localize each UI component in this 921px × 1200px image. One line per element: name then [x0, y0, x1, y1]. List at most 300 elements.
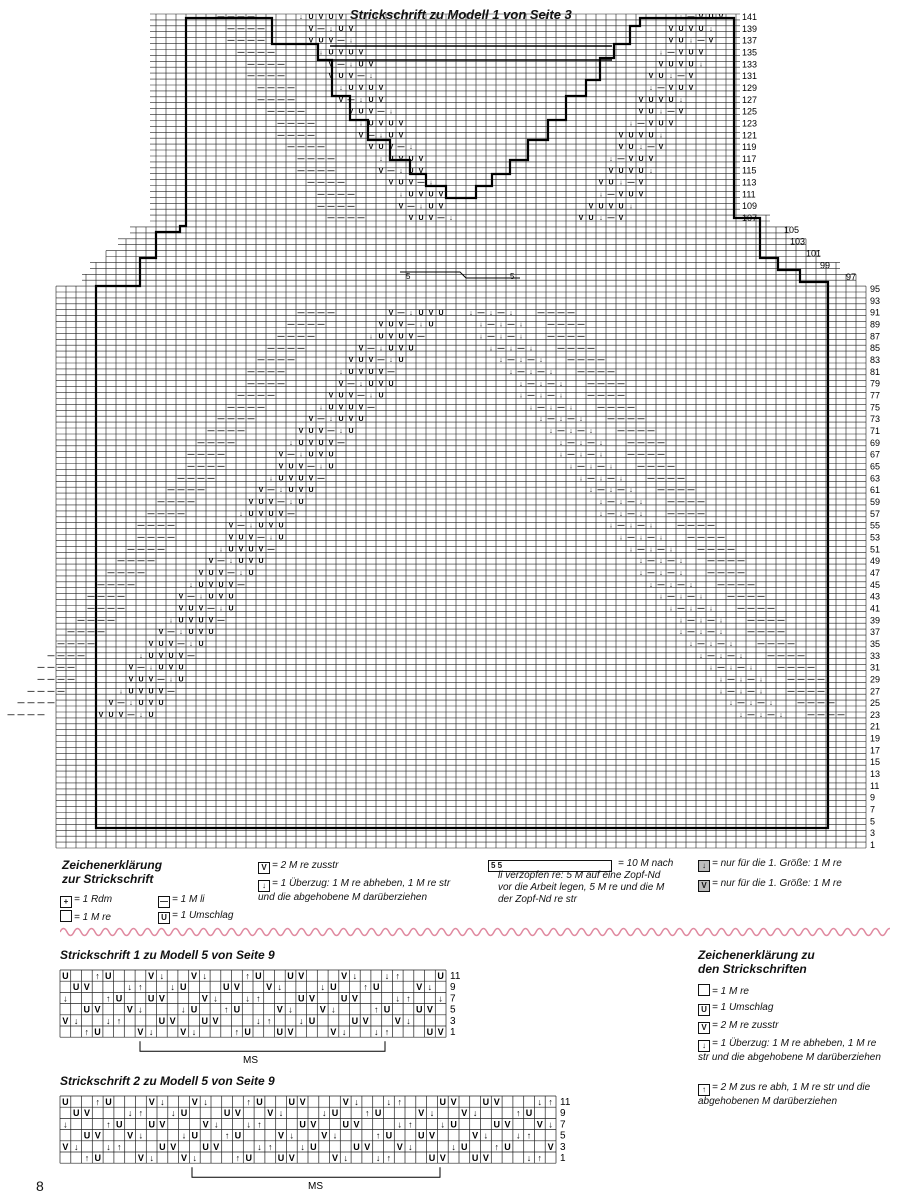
stitch-symbol: ↑ — [257, 1119, 262, 1130]
stitch-symbol: — — [267, 487, 275, 495]
stitch-symbol: ↓ — [639, 558, 643, 566]
stitch-symbol: U — [338, 25, 344, 33]
row-number-label: 37 — [870, 627, 881, 638]
stitch-symbol: — — [697, 510, 705, 518]
row-number-label: 49 — [870, 556, 881, 567]
row-number-label: 123 — [742, 118, 758, 129]
stitch-symbol: U — [348, 404, 354, 412]
stitch-symbol: — — [287, 132, 295, 140]
stitch-symbol: — — [757, 593, 765, 601]
stitch-symbol: U — [668, 96, 674, 104]
stitch-symbol: ↓ — [138, 1130, 144, 1141]
stitch-symbol: — — [547, 380, 555, 388]
stitch-symbol: ↓ — [349, 37, 353, 45]
stitch-symbol: — — [797, 664, 805, 672]
stitch-symbol: — — [157, 546, 165, 554]
row-number-label: 55 — [870, 520, 881, 531]
stitch-symbol: — — [307, 156, 315, 163]
stitch-symbol: — — [307, 120, 315, 128]
stitch-symbol: ↓ — [579, 439, 583, 447]
legend-small-yarn-over — [698, 1002, 773, 1016]
legend-size1-knit-b-text: = nur für die 1. Größe: 1 M re — [712, 878, 842, 889]
stitch-symbol: V — [472, 1130, 479, 1141]
stitch-symbol: V — [439, 1153, 446, 1163]
stitch-symbol: U — [668, 61, 674, 69]
stitch-symbol: ↓ — [369, 73, 373, 81]
legend-size1-knit-a — [698, 858, 842, 872]
stitch-symbol: ↓ — [73, 1015, 79, 1026]
stitch-symbol: V — [62, 1141, 69, 1152]
stitch-symbol: U — [708, 14, 714, 21]
stitch-symbol: — — [697, 534, 705, 542]
stitch-symbol: U — [83, 1130, 91, 1141]
stitch-symbol: V — [428, 1130, 436, 1141]
stitch-symbol: — — [567, 309, 575, 317]
stitch-symbol: V — [248, 534, 254, 542]
stitch-symbol: — — [7, 712, 15, 719]
stitch-symbol: — — [717, 534, 725, 542]
stitch-symbol: ↓ — [429, 1108, 435, 1119]
stitch-symbol: — — [667, 475, 675, 483]
main-chart-row-numbers — [742, 12, 880, 850]
stitch-symbol: V — [358, 368, 364, 376]
stitch-symbol: — — [227, 404, 235, 412]
stitch-symbol: — — [757, 641, 765, 648]
row-number-label: 53 — [870, 532, 881, 543]
stitch-symbol: V — [180, 1027, 187, 1037]
stitch-symbol: — — [777, 641, 785, 648]
chart1-title: Strickschrift 1 zu Modell 5 von Seite 9 — [60, 948, 275, 962]
row-number-label: 79 — [870, 378, 881, 389]
stitch-symbol: ↑ — [84, 1153, 90, 1163]
stitch-symbol: V — [598, 179, 604, 187]
stitch-symbol: — — [27, 712, 35, 719]
stitch-symbol: U — [348, 428, 354, 436]
stitch-symbol: — — [137, 558, 145, 566]
row-number-label: 25 — [870, 698, 881, 709]
row-number-label: 21 — [870, 721, 881, 732]
stitch-symbol: — — [787, 641, 795, 648]
stitch-symbol: ↓ — [63, 993, 68, 1004]
small-chart-grid-lines — [60, 1096, 556, 1163]
wavy-divider — [60, 922, 890, 942]
stitch-symbol: U — [268, 510, 274, 518]
stitch-symbol: U — [228, 605, 234, 613]
stitch-symbol: ↓ — [539, 380, 543, 388]
stitch-symbol: U — [308, 451, 314, 459]
stitch-symbol: — — [287, 144, 295, 152]
stitch-symbol: V — [378, 368, 384, 376]
stitch-symbol: ↓ — [516, 1130, 521, 1141]
stitch-symbol: V — [638, 179, 644, 187]
stitch-symbol: V — [348, 357, 354, 365]
stitch-symbol: ↓ — [559, 439, 563, 447]
stitch-symbol: ↓ — [438, 993, 443, 1004]
legend-purl — [158, 894, 205, 908]
stitch-symbol: ↓ — [639, 510, 643, 518]
stitch-symbol: — — [187, 499, 195, 506]
stitch-symbol: ↓ — [699, 652, 703, 660]
row-number-label: 101 — [806, 248, 822, 259]
stitch-symbol: — — [557, 321, 565, 329]
stitch-symbol: V — [158, 993, 165, 1004]
stitch-symbol: U — [398, 357, 404, 365]
row-number-label: 3 — [870, 828, 876, 839]
stitch-symbol: — — [247, 25, 255, 33]
stitch-symbol: — — [797, 700, 805, 708]
stitch-symbol: U — [658, 120, 664, 128]
stitch-symbol: ↓ — [479, 333, 483, 341]
stitch-symbol: — — [227, 37, 235, 45]
stitch-symbol: ↓ — [689, 37, 693, 45]
stitch-symbol: — — [247, 392, 255, 400]
stitch-symbol: — — [807, 700, 815, 708]
stitch-symbol: ↓ — [759, 676, 763, 684]
stitch-symbol: — — [687, 593, 695, 601]
stitch-symbol: — — [77, 652, 85, 660]
stitch-symbol: U — [638, 167, 644, 175]
stitch-symbol: U — [148, 688, 154, 696]
row-number-label: 117 — [742, 153, 757, 164]
stitch-symbol: — — [237, 404, 245, 412]
stitch-symbol: — — [817, 712, 825, 719]
stitch-symbol: — — [537, 404, 545, 412]
stitch-symbol: U — [678, 85, 684, 92]
stitch-symbol: — — [297, 120, 305, 128]
stitch-symbol: — — [287, 451, 295, 459]
stitch-symbol: — — [157, 534, 165, 542]
stitch-symbol: — — [277, 345, 285, 353]
stitch-symbol: — — [807, 688, 815, 696]
ms-bracket-line — [140, 1041, 385, 1051]
stitch-symbol: ↓ — [699, 593, 703, 601]
stitch-symbol: ↓ — [331, 1004, 336, 1015]
stitch-symbol: — — [267, 345, 275, 353]
stitch-symbol: ↓ — [278, 1108, 284, 1119]
stitch-symbol: — — [277, 368, 285, 376]
row-number-label: 95 — [870, 284, 881, 294]
stitch-symbol: U — [493, 1119, 500, 1130]
stitch-symbol: V — [180, 1153, 188, 1163]
stitch-symbol: — — [317, 167, 325, 175]
stitch-symbol: — — [117, 570, 125, 577]
stitch-symbol: V — [378, 120, 384, 128]
stitch-symbol: — — [817, 688, 825, 696]
row-number-label: 31 — [870, 662, 881, 673]
stitch-symbol: V — [228, 534, 234, 542]
stitch-symbol: — — [317, 144, 325, 152]
stitch-symbol: U — [278, 534, 284, 542]
stitch-symbol: — — [747, 593, 755, 601]
stitch-symbol: V — [287, 1027, 294, 1037]
stitch-symbol: — — [287, 345, 295, 353]
stitch-symbol: — — [707, 617, 715, 625]
stitch-symbol: ↑ — [516, 1108, 521, 1119]
stitch-symbol: V — [308, 475, 314, 483]
stitch-symbol: — — [747, 688, 755, 696]
v-symbol-icon: V — [698, 1022, 710, 1034]
stitch-symbol: V — [308, 416, 314, 424]
stitch-symbol: U — [628, 191, 634, 199]
stitch-symbol: — — [747, 676, 755, 684]
stitch-symbol: — — [677, 475, 685, 483]
stitch-symbol: U — [388, 156, 394, 163]
stitch-symbol: V — [398, 321, 404, 329]
stitch-symbol: V — [416, 982, 423, 993]
stitch-symbol: — — [707, 522, 715, 530]
stitch-symbol: — — [177, 475, 185, 483]
stitch-symbol: — — [677, 522, 685, 530]
stitch-symbol: U — [248, 510, 254, 518]
stitch-symbol: V — [493, 1097, 500, 1107]
row-number-label: 131 — [742, 71, 758, 82]
stitch-symbol: — — [287, 321, 295, 329]
dash-symbol-icon: — — [160, 897, 168, 906]
stitch-symbol: — — [647, 558, 655, 566]
stitch-symbol: ↑ — [375, 1130, 381, 1141]
stitch-symbol: — — [87, 605, 95, 613]
stitch-symbol: — — [157, 522, 165, 530]
stitch-symbol: V — [368, 61, 374, 69]
stitch-symbol: — — [667, 499, 675, 506]
stitch-symbol: ↓ — [649, 167, 653, 175]
stitch-symbol: — — [647, 475, 655, 483]
stitch-symbol: ↓ — [659, 570, 663, 577]
stitch-symbol: U — [208, 593, 214, 601]
stitch-symbol: ↓ — [169, 617, 173, 625]
down-arrow-symbol-icon: ↓ — [698, 1040, 710, 1052]
stitch-symbol: — — [697, 499, 705, 506]
stitch-symbol: — — [147, 546, 155, 554]
stitch-symbol: — — [487, 333, 495, 341]
stitch-symbol: ↓ — [619, 179, 623, 187]
legend-edge-stitch-text: = 1 Rdm — [74, 894, 113, 905]
stitch-symbol: V — [308, 25, 314, 33]
stitch-symbol: U — [159, 1141, 166, 1152]
stitch-symbol: ↓ — [709, 641, 713, 648]
stitch-symbol: — — [837, 712, 845, 719]
stitch-symbol: V — [213, 1141, 220, 1152]
stitch-symbol: U — [138, 700, 144, 708]
main-chart-title: Strickschrift zu Modell 1 von Seite 3 — [350, 7, 572, 22]
stitch-symbol: — — [267, 392, 275, 400]
stitch-symbol: V — [618, 215, 624, 223]
stitch-symbol: V — [396, 1141, 403, 1152]
stitch-symbol: ↓ — [559, 451, 563, 459]
stitch-symbol: U — [688, 61, 694, 69]
row-number-label: 75 — [870, 402, 881, 413]
stitch-symbol: V — [638, 108, 644, 116]
stitch-symbol: — — [567, 451, 575, 459]
stitch-symbol: V — [298, 428, 304, 436]
stitch-symbol: — — [267, 368, 275, 376]
stitch-symbol: V — [378, 96, 384, 104]
stitch-symbol: ↓ — [160, 1097, 165, 1107]
stitch-symbol: ↓ — [729, 700, 733, 708]
stitch-symbol: V — [398, 120, 404, 128]
stitch-symbol: U — [310, 1141, 317, 1152]
stitch-symbol: — — [517, 345, 525, 353]
stitch-symbol: V — [618, 132, 624, 140]
stitch-symbol: V — [348, 108, 354, 116]
stitch-symbol: — — [57, 641, 65, 648]
stitch-symbol: ↓ — [359, 380, 363, 388]
stitch-symbol: U — [408, 191, 414, 199]
stitch-symbol: ↓ — [709, 25, 713, 33]
legend-skp — [258, 878, 458, 904]
chart2-ms-label: MS — [308, 1181, 323, 1192]
stitch-symbol: — — [317, 191, 325, 199]
stitch-symbol: U — [248, 546, 254, 554]
stitch-symbol: V — [628, 167, 634, 175]
stitch-symbol: U — [358, 61, 364, 69]
row-number-label: 109 — [742, 201, 758, 212]
stitch-symbol: — — [107, 593, 115, 601]
stitch-symbol: — — [417, 179, 425, 187]
stitch-symbol: — — [47, 700, 55, 708]
stitch-symbol: — — [227, 570, 235, 577]
stitch-symbol: ↓ — [659, 534, 663, 542]
stitch-symbol: ↓ — [739, 688, 743, 696]
stitch-symbol: — — [727, 593, 735, 601]
stitch-symbol: — — [737, 605, 745, 613]
stitch-symbol: — — [727, 581, 735, 589]
stitch-symbol: — — [807, 676, 815, 684]
legend-size1-knit-b — [698, 878, 842, 892]
stitch-symbol: — — [807, 712, 815, 719]
row-number-label: 67 — [870, 449, 881, 460]
stitch-symbol: — — [687, 510, 695, 518]
stitch-symbol: V — [158, 629, 164, 637]
stitch-symbol: ↓ — [679, 629, 683, 637]
stitch-symbol: — — [97, 593, 105, 601]
stitch-symbol: ↓ — [298, 1015, 304, 1026]
stitch-symbol: U — [158, 700, 164, 708]
stitch-symbol: — — [507, 321, 515, 329]
stitch-symbol: ↓ — [343, 1153, 348, 1163]
stitch-symbol: U — [308, 14, 314, 21]
stitch-symbol: U — [223, 1108, 231, 1119]
stitch-symbol: ↑ — [384, 1027, 390, 1037]
stitch-symbol: — — [367, 345, 375, 353]
stitch-symbol: ↓ — [559, 392, 563, 400]
stitch-symbol: — — [237, 14, 245, 21]
stitch-symbol: — — [817, 700, 825, 708]
legend-yarn-over-text: = 1 Umschlag — [172, 910, 234, 921]
row-number-label: 65 — [870, 461, 881, 472]
stitch-symbol: V — [358, 132, 364, 140]
stitch-symbol: U — [288, 487, 294, 495]
stitch-symbol: — — [667, 570, 675, 577]
stitch-symbol: — — [597, 380, 605, 388]
stitch-symbol: U — [208, 570, 214, 577]
stitch-symbol: — — [187, 451, 195, 459]
row-number-label: 85 — [870, 343, 881, 354]
stitch-symbol: — — [407, 203, 415, 211]
stitch-symbol: U — [276, 1027, 284, 1037]
stitch-symbol: ↓ — [719, 676, 723, 684]
stitch-symbol: ↓ — [529, 404, 533, 412]
stitch-symbol: — — [207, 475, 215, 483]
stitch-symbol: — — [617, 522, 625, 530]
stitch-symbol: — — [327, 156, 335, 163]
stitch-symbol: ↓ — [386, 1097, 392, 1107]
stitch-symbol: ↓ — [729, 641, 733, 648]
stitch-symbol: ↓ — [548, 1119, 553, 1130]
stitch-symbol: — — [347, 380, 355, 388]
stitch-symbol: ↓ — [529, 345, 533, 353]
stitch-symbol: — — [827, 712, 835, 719]
stitch-symbol: U — [147, 993, 155, 1004]
stitch-symbol: ↓ — [246, 1119, 251, 1130]
stitch-symbol: — — [717, 641, 725, 648]
stitch-symbol: U — [298, 475, 304, 483]
stitch-symbol: ↓ — [579, 475, 583, 483]
stitch-symbol: — — [237, 392, 245, 400]
row-number-label: 127 — [742, 94, 758, 105]
stitch-symbol: V — [362, 1015, 369, 1026]
stitch-symbol: — — [17, 700, 25, 708]
cable-line — [400, 272, 520, 278]
stitch-symbol: — — [87, 629, 95, 637]
stitch-symbol: V — [364, 1141, 371, 1152]
stitch-symbol: — — [627, 416, 635, 424]
stitch-symbol: ↓ — [769, 700, 773, 708]
stitch-symbol: ↑ — [374, 1004, 379, 1015]
stitch-symbol: — — [617, 392, 625, 400]
stitch-symbol: V — [208, 581, 214, 589]
stitch-symbol: — — [757, 605, 765, 613]
stitch-symbol: ↓ — [649, 581, 653, 589]
stitch-symbol: V — [658, 96, 664, 104]
stitch-symbol: — — [397, 309, 405, 317]
stitch-symbol: V — [628, 156, 634, 163]
stitch-symbol: ↓ — [219, 605, 223, 613]
stitch-symbol: — — [127, 546, 135, 554]
row-number-label: 119 — [742, 142, 757, 153]
stitch-symbol: ↓ — [689, 605, 693, 613]
stitch-symbol: V — [268, 522, 274, 530]
stitch-symbol: — — [797, 652, 805, 660]
stitch-symbol: — — [597, 404, 605, 412]
stitch-symbol: U — [328, 14, 334, 21]
stitch-symbol: — — [727, 688, 735, 696]
stitch-symbol: V — [648, 73, 654, 81]
stitch-symbol: ↓ — [319, 49, 323, 57]
stitch-symbol: V — [348, 25, 354, 33]
stitch-symbol: ↑ — [84, 1027, 90, 1037]
stitch-symbol: — — [87, 593, 95, 601]
stitch-symbol: V — [658, 61, 664, 69]
stitch-symbol: U — [94, 1027, 101, 1037]
stitch-symbol: ↓ — [169, 676, 173, 684]
stitch-symbol: — — [187, 652, 195, 660]
stitch-symbol: ↓ — [189, 641, 193, 648]
stitch-symbol: — — [387, 167, 395, 175]
stitch-symbol: ↓ — [329, 416, 333, 424]
stitch-symbol: U — [308, 428, 314, 436]
stitch-symbol: ↓ — [219, 546, 223, 554]
stitch-symbol: — — [107, 581, 115, 589]
stitch-symbol: — — [747, 605, 755, 613]
stitch-symbol: V — [698, 14, 704, 21]
stitch-symbol: — — [217, 439, 225, 447]
stitch-symbol: — — [677, 510, 685, 518]
stitch-symbol: ↑ — [106, 993, 111, 1004]
stitch-symbol: ↓ — [419, 321, 423, 329]
stitch-symbol: — — [717, 581, 725, 589]
stitch-symbol: — — [257, 85, 265, 92]
